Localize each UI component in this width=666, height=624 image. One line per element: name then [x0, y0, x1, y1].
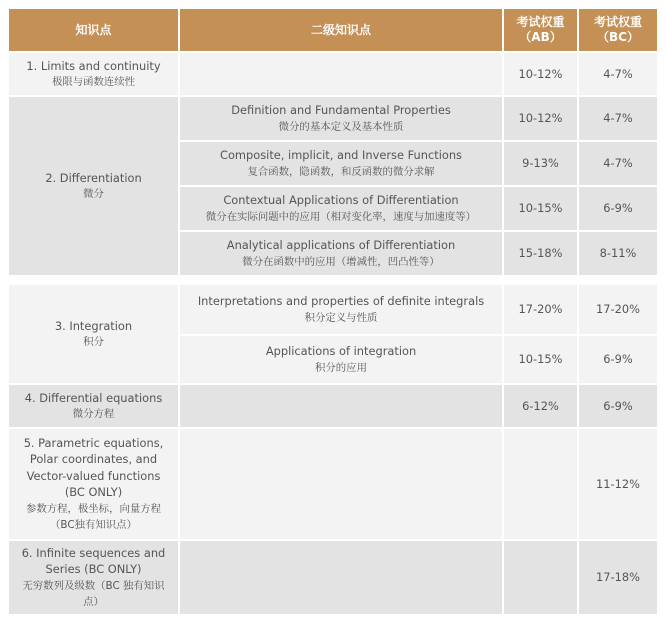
weight-ab: [503, 428, 578, 540]
subtopic-cell: [179, 284, 503, 335]
weight-ab: 9-13%: [503, 141, 578, 186]
topic-zh: 微分: [83, 188, 104, 200]
topic-en: 2. Differentiation: [45, 170, 142, 185]
topic-cell: [8, 52, 179, 96]
weight-bc: 4-7%: [578, 96, 658, 141]
topic-zh: 极限与函数连续性: [51, 76, 136, 88]
table-row: [8, 284, 658, 335]
weights-table-upper: [7, 7, 659, 277]
header-weight-ab: 考试权重 （AB）: [503, 8, 578, 52]
subtopic-cell: [179, 540, 503, 615]
table-row: [8, 428, 658, 540]
subtopic-zh: 微分的基本定义及基本性质: [278, 120, 404, 133]
weight-ab: [503, 540, 578, 615]
weight-ab: 10-15%: [503, 335, 578, 384]
header-topic: 知识点: [8, 8, 179, 52]
subtopic-en: Analytical applications of Differentiation: [226, 238, 456, 252]
subtopic-en: Contextual Applications of Differentiation: [223, 193, 459, 207]
subtopic-zh: 微分在实际问题中的应用（相对变化率，速度与加速度等）: [205, 210, 477, 223]
topic-cell: [8, 540, 179, 615]
topic-zh: 微分方程: [72, 408, 115, 420]
topic-en: 6. Infinite sequences and Series (BC ONLY): [21, 545, 166, 576]
topic-cell: [8, 428, 179, 540]
topic-zh: 无穷数列及级数（BC 独有知识点）: [22, 579, 165, 608]
subtopic-zh: 复合函数，隐函数，和反函数的微分求解: [247, 165, 435, 178]
table-row: [8, 540, 658, 615]
weight-ab: 15-18%: [503, 231, 578, 276]
header-subtopic: 二级知识点: [179, 8, 503, 52]
topic-zh: 参数方程，极坐标，向量方程（BC独有知识点）: [25, 502, 162, 531]
weight-bc: 6-9%: [578, 186, 658, 231]
subtopic-cell: [179, 335, 503, 384]
topic-en: 1. Limits and continuity: [26, 58, 161, 73]
subtopic-zh: 积分的应用: [315, 361, 367, 374]
weight-ab: 17-20%: [503, 284, 578, 335]
header-row: [8, 8, 658, 52]
weight-bc: 4-7%: [578, 141, 658, 186]
table-row: [8, 52, 658, 96]
subtopic-en: Definition and Fundamental Properties: [231, 103, 451, 117]
subtopic-en: Applications of integration: [265, 344, 417, 358]
weight-bc: 6-9%: [578, 384, 658, 428]
topic-cell: [8, 284, 179, 384]
topic-en: 3. Integration: [54, 318, 133, 333]
subtopic-cell: [179, 141, 503, 186]
topic-cell: [8, 384, 179, 428]
subtopic-cell: [179, 231, 503, 276]
weight-bc: 17-18%: [578, 540, 658, 615]
weight-ab: 6-12%: [503, 384, 578, 428]
weights-table-lower: [7, 283, 659, 616]
subtopic-en: Interpretations and properties of definite integrals: [197, 294, 485, 308]
subtopic-cell: [179, 52, 503, 96]
weight-bc: 11-12%: [578, 428, 658, 540]
subtopic-cell: [179, 384, 503, 428]
subtopic-cell: [179, 428, 503, 540]
table-row: [8, 384, 658, 428]
weight-ab: 10-15%: [503, 186, 578, 231]
weight-bc: 8-11%: [578, 231, 658, 276]
topic-en: 5. Parametric equations, Polar coordinates, and Vector-valued functions (BC ONLY): [23, 435, 164, 499]
subtopic-en: Composite, implicit, and Inverse Functions: [220, 148, 462, 162]
weight-bc: 6-9%: [578, 335, 658, 384]
subtopic-zh: 微分在函数中的应用（增减性，凹凸性等）: [242, 255, 440, 268]
weight-bc: 17-20%: [578, 284, 658, 335]
header-weight-bc: 考试权重 （BC）: [578, 8, 658, 52]
weight-bc: 4-7%: [578, 52, 658, 96]
table-row: [8, 96, 658, 141]
weight-ab: 10-12%: [503, 52, 578, 96]
subtopic-zh: 积分定义与性质: [304, 311, 378, 324]
subtopic-cell: [179, 96, 503, 141]
topic-en: 4. Differential equations: [24, 390, 163, 405]
subtopic-cell: [179, 186, 503, 231]
weight-ab: 10-12%: [503, 96, 578, 141]
topic-zh: 积分: [83, 336, 104, 348]
topic-cell: [8, 96, 179, 276]
